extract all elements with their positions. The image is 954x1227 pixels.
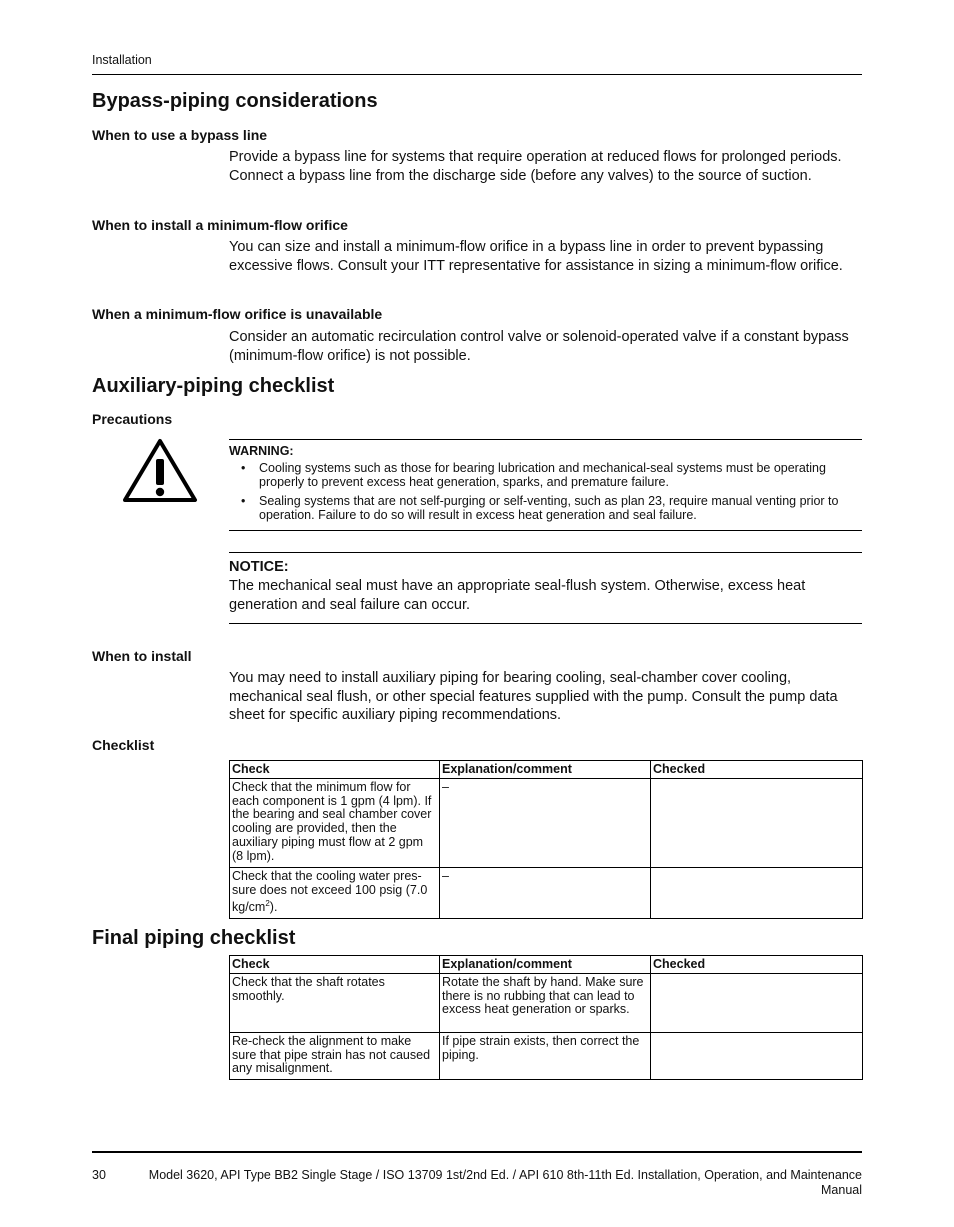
check-cell — [230, 867, 440, 919]
check-text-end: ). — [269, 900, 278, 915]
paragraph-install-orifice: You can size and install a minimum-flow orifice in a bypass line in order to prevent bypassing excessive flows. Consult your ITT representative for assistance in sizing a minimum-flow orifice. — [229, 239, 843, 274]
header-divider — [92, 74, 862, 75]
comment-cell: – — [440, 778, 651, 867]
subheading-when-to-install: When to install — [92, 648, 192, 664]
warning-bottom-rule — [229, 530, 862, 531]
table-header-row — [230, 761, 863, 779]
column-header: Checked — [651, 761, 863, 779]
check-cell: Re-check the alignment to make sure that pipe strain has not caused any misalignment. — [230, 1032, 440, 1079]
footer-divider — [92, 1151, 862, 1153]
subheading-precautions: Precautions — [92, 411, 173, 427]
paragraph-when-to-install: You may need to install auxiliary piping for bearing cooling, seal-chamber cover cooling, mechanical seal flush, or other special features supplied with the pump. Consult the pump data sheet for specific auxiliary piping recommendations. — [229, 670, 838, 723]
warning-triangle-icon — [122, 437, 198, 503]
subheading-when-to-use-bypass: When to use a bypass line — [92, 127, 268, 143]
table-row — [230, 778, 863, 867]
check-cell: Check that the shaft rotates smoothly. — [230, 973, 440, 1032]
manual-title: Model 3620, API Type BB2 Single Stage / ISO 13709 1st/2nd Ed. / API 610 8th-11th Ed. Installation, Operation, and Maintenance Manual — [148, 1168, 862, 1197]
auxiliary-checklist-table — [229, 760, 863, 919]
notice-text: The mechanical seal must have an appropriate seal-flush system. Otherwise, excess heat generation and seal failure can occur. — [229, 578, 806, 613]
table-row — [230, 1032, 863, 1079]
final-section-title: Final piping checklist — [92, 927, 296, 949]
comment-cell: Rotate the shaft by hand. Make sure there is no rubbing that can lead to excess heat generation or sparks. — [440, 973, 651, 1032]
comment-cell: – — [440, 867, 651, 919]
column-header: Checked — [651, 956, 863, 974]
warning-list — [229, 462, 862, 528]
auxiliary-section-title: Auxiliary-piping checklist — [92, 375, 335, 397]
subheading-orifice-unavailable: When a minimum-flow orifice is unavailable — [92, 306, 383, 322]
page-number: 30 — [92, 1168, 106, 1182]
checked-cell[interactable] — [651, 867, 863, 919]
column-header: Check — [230, 761, 440, 779]
table-row — [230, 973, 863, 1032]
superscript: 2 — [265, 899, 270, 909]
warning-top-rule — [229, 439, 862, 440]
column-header: Check — [230, 956, 440, 974]
paragraph-when-to-use-bypass: Provide a bypass line for systems that require operation at reduced flows for prolonged periods. Connect a bypass line from the discharge side (before any valves) to the source of suction. — [229, 149, 842, 184]
subheading-checklist: Checklist — [92, 737, 155, 753]
bypass-section-title: Bypass-piping considerations — [92, 90, 378, 112]
warning-title: WARNING: — [229, 444, 294, 458]
notice-bottom-rule — [229, 623, 862, 624]
running-header: Installation — [92, 53, 152, 67]
check-text: Check that the cooling water pres-sure does not exceed 100 psig (7.0 kg/cm — [232, 868, 428, 915]
warning-item: • Sealing systems that are not self-purging or self-venting, such as plan 23, require manual venting prior to operation. Failure to do so will result in excess heat generation and seal failure. — [229, 495, 862, 522]
checked-cell[interactable] — [651, 1032, 863, 1079]
column-header: Explanation/comment — [440, 761, 651, 779]
warning-item: • Cooling systems such as those for bearing lubrication and mechanical-seal systems must be operating properly to prevent excess heat generation, sparks, and premature failure. — [229, 462, 862, 489]
comment-cell: If pipe strain exists, then correct the piping. — [440, 1032, 651, 1079]
column-header: Explanation/comment — [440, 956, 651, 974]
paragraph-orifice-unavailable: Consider an automatic recirculation control valve or solenoid-operated valve if a constant bypass (minimum-flow orifice) is not possible. — [229, 329, 849, 364]
checked-cell[interactable] — [651, 973, 863, 1032]
table-header-row — [230, 956, 863, 974]
checked-cell[interactable] — [651, 778, 863, 867]
notice-top-rule — [229, 552, 862, 553]
notice-title: NOTICE: — [229, 559, 289, 575]
table-row — [230, 867, 863, 919]
final-checklist-table — [229, 955, 863, 1080]
check-cell: Check that the minimum flow for each component is 1 gpm (4 lpm). If the bearing and seal chamber cover cooling are provided, then the auxiliary piping must flow at 2 gpm (8 lpm). — [230, 778, 440, 867]
subheading-install-orifice: When to install a minimum-flow orifice — [92, 217, 348, 233]
